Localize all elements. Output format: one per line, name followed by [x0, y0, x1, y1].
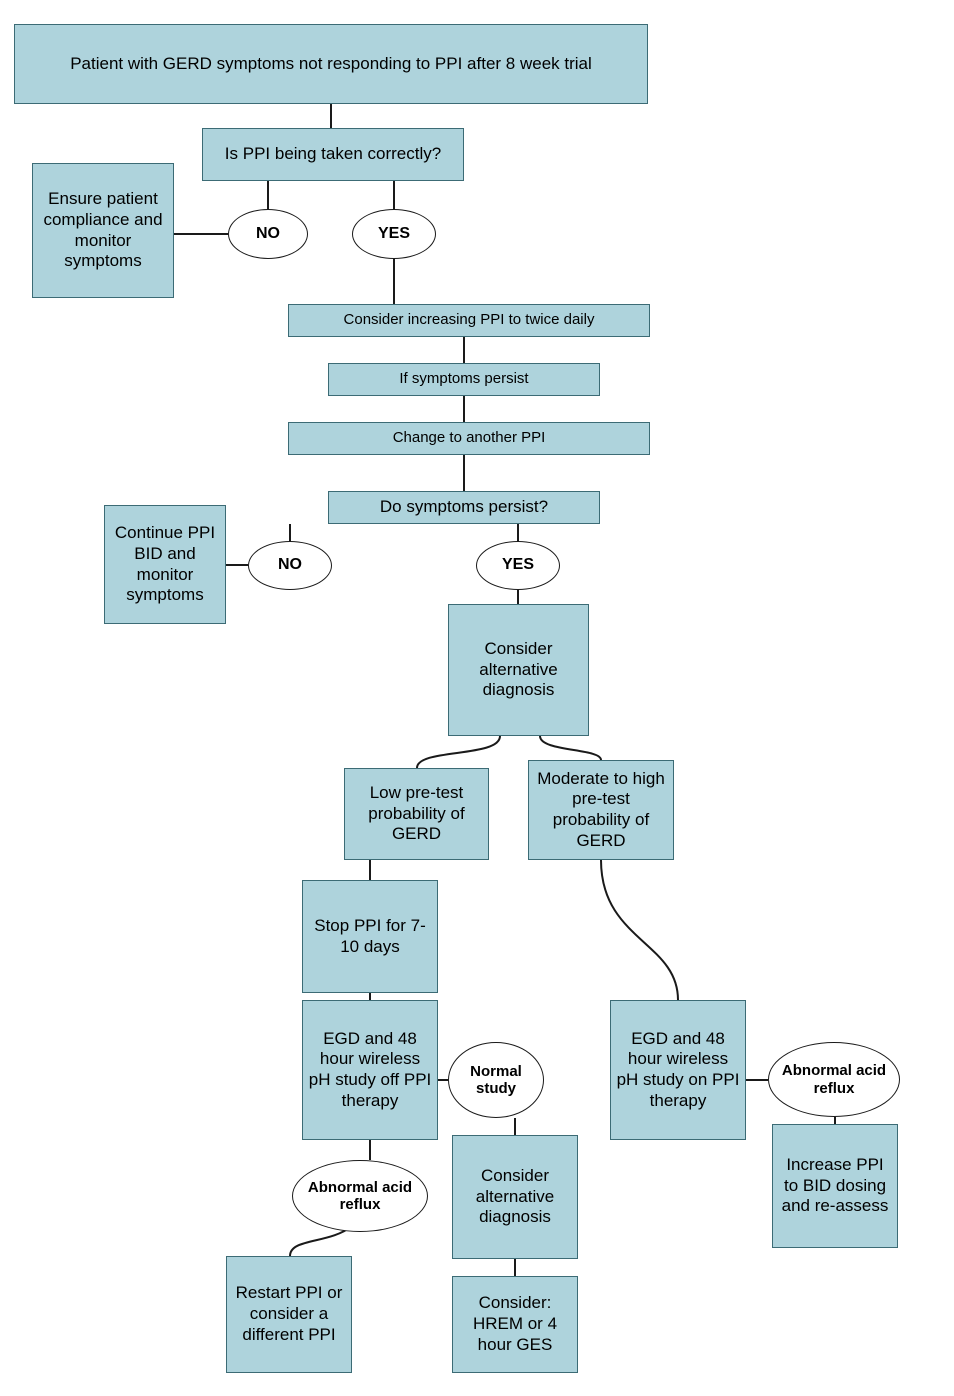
decision-no_2: NO	[248, 541, 332, 590]
node-increase_bid: Consider increasing PPI to twice daily	[288, 304, 650, 337]
node-change_ppi: Change to another PPI	[288, 422, 650, 455]
node-ensure_compliance: Ensure patient compliance and monitor symptoms	[32, 163, 174, 298]
node-ppi_correct: Is PPI being taken correctly?	[202, 128, 464, 181]
node-increase_bid_reassess: Increase PPI to BID dosing and re-assess	[772, 1124, 898, 1248]
connector-mod_high_pretest-to-egd_on	[601, 860, 678, 1000]
node-alt_dx_1: Consider alternative diagnosis	[448, 604, 589, 736]
connector-alt_dx_1-to-low_pretest	[417, 736, 500, 768]
node-continue_bid: Continue PPI BID and monitor symptoms	[104, 505, 226, 624]
connector-alt_dx_1-to-mod_high_pretest	[540, 736, 601, 760]
node-do_persist: Do symptoms persist?	[328, 491, 600, 524]
node-egd_off: EGD and 48 hour wireless pH study off PPI therapy	[302, 1000, 438, 1140]
node-hrem_ges: Consider: HREM or 4 hour GES	[452, 1276, 578, 1373]
decision-no_1: NO	[228, 209, 308, 259]
decision-yes_2: YES	[476, 541, 560, 590]
node-alt_dx_2: Consider alternative diagnosis	[452, 1135, 578, 1259]
decision-abnormal_reflux_left: Abnormal acid reflux	[292, 1160, 428, 1232]
node-stop_ppi: Stop PPI for 7-10 days	[302, 880, 438, 993]
decision-abnormal_reflux_right: Abnormal acid reflux	[768, 1042, 900, 1117]
decision-yes_1: YES	[352, 209, 436, 259]
node-egd_on: EGD and 48 hour wireless pH study on PPI therapy	[610, 1000, 746, 1140]
node-symptoms_persist: If symptoms persist	[328, 363, 600, 396]
node-low_pretest: Low pre-test probability of GERD	[344, 768, 489, 860]
node-restart_ppi: Restart PPI or consider a different PPI	[226, 1256, 352, 1373]
node-start: Patient with GERD symptoms not responding to PPI after 8 week trial	[14, 24, 648, 104]
node-mod_high_pretest: Moderate to high pre-test probability of GERD	[528, 760, 674, 860]
decision-normal_study: Normal study	[448, 1042, 544, 1118]
